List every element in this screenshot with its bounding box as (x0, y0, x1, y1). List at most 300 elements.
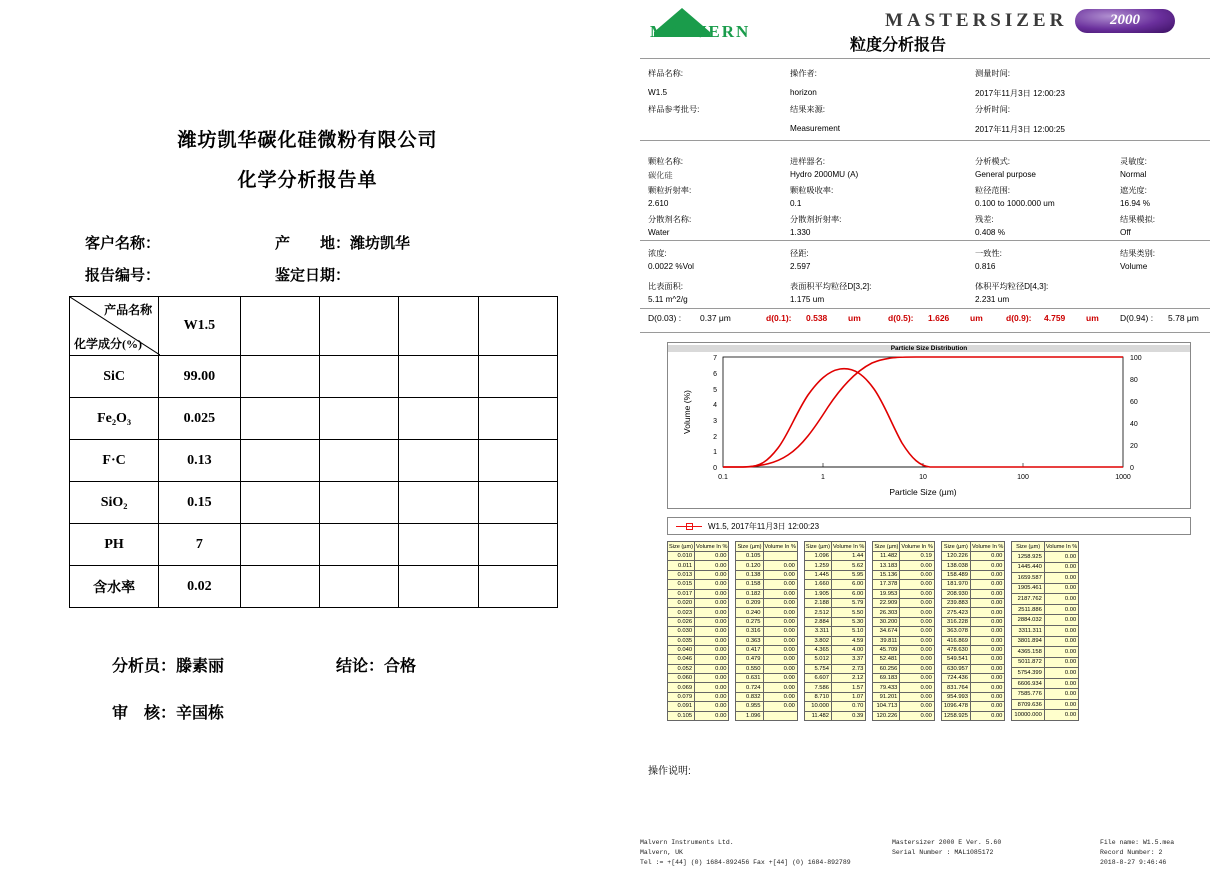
table-row (1012, 699, 1079, 710)
auditor-signature: 审 核：辛国栋 (112, 705, 225, 722)
table-cell: 0.550 (736, 664, 763, 673)
table-cell: 1.259 (804, 561, 831, 570)
table-row (804, 664, 865, 673)
footer-instrument (892, 838, 1001, 858)
table-cell: 0.00 (900, 589, 934, 598)
table-cell: 0.013 (668, 570, 695, 579)
table-row (1012, 668, 1079, 679)
table-cell: 158.489 (941, 570, 970, 579)
table-cell: 2.12 (831, 674, 865, 683)
table-row (736, 580, 797, 589)
empty-cell (399, 398, 478, 440)
data-table-1 (667, 541, 729, 721)
value-span: 2.597 (790, 262, 811, 271)
composition-label: 化学成分(%) (74, 337, 142, 351)
data-table-5 (941, 541, 1006, 721)
svg-text:100: 100 (1130, 355, 1142, 362)
table-row (804, 570, 865, 579)
svg-text:0: 0 (713, 465, 717, 472)
table-cell: 0.091 (668, 702, 695, 711)
table-cell: 0.832 (736, 692, 763, 701)
table-cell: 0.39 (831, 711, 865, 720)
table-cell: 2187.762 (1012, 594, 1044, 605)
table-cell: 6.00 (831, 589, 865, 598)
table-cell: 13.183 (873, 561, 900, 570)
col-volume: Volume In % (972, 543, 1004, 550)
table-cell: 1.096 (736, 711, 763, 720)
table-cell: 2884.032 (1012, 615, 1044, 626)
table-cell: 1096.478 (941, 702, 970, 711)
report-title-cn: 粒度分析报告 (850, 37, 947, 54)
value-sensitivity: Normal (1120, 170, 1147, 179)
table-row (736, 552, 797, 561)
table-cell: 3.37 (831, 655, 865, 664)
company-name: 潍坊凯华碳化硅微粉有限公司 (177, 130, 438, 151)
table-cell: 0.035 (668, 636, 695, 645)
svg-text:Volume (%): Volume (%) (682, 390, 692, 434)
table-cell: 239.883 (941, 598, 970, 607)
table-cell: 0.023 (668, 608, 695, 617)
table-cell: 0.182 (736, 589, 763, 598)
table-cell: 0.00 (900, 702, 934, 711)
svg-text:MALVERN: MALVERN (650, 22, 751, 40)
table-row (873, 664, 934, 673)
table-row (873, 608, 934, 617)
particle-size-distribution-chart (667, 342, 1191, 509)
table-cell: 0.00 (1044, 573, 1078, 584)
table-cell: 4.59 (831, 636, 865, 645)
table-cell: 0.158 (736, 580, 763, 589)
table-cell: 0.00 (763, 589, 797, 598)
mastersizer-report (620, 0, 1230, 870)
table-cell: 5.79 (831, 598, 865, 607)
table-row (873, 598, 934, 607)
d10-label: d(0.1): (766, 313, 792, 323)
d50-label: d(0.5): (888, 313, 914, 323)
table-row (736, 645, 797, 654)
table-cell: 138.038 (941, 561, 970, 570)
table-cell: 0.00 (695, 598, 729, 607)
table-cell: 0.00 (971, 617, 1005, 626)
divider (640, 240, 1210, 241)
customer-name-label: 客户名称： (85, 236, 161, 252)
table-cell: 0.00 (763, 598, 797, 607)
table-row (1012, 552, 1079, 563)
label-particle-ri: 颗粒折射率: (648, 186, 692, 195)
table-row (668, 561, 729, 570)
table-cell: 0.00 (695, 627, 729, 636)
table-row (668, 692, 729, 701)
label-obscuration: 遮光度: (1120, 186, 1147, 195)
table-row (1012, 615, 1079, 626)
d094-label: D(0.94) : (1120, 313, 1154, 323)
table-row (941, 627, 1005, 636)
svg-text:5: 5 (713, 387, 717, 394)
mastersizer-wordmark: MASTERSIZER (885, 10, 1068, 31)
table-row (736, 664, 797, 673)
chart-canvas (668, 343, 1188, 506)
table-row (804, 702, 865, 711)
report-number-label: 报告编号： (85, 268, 161, 284)
table-cell: 5.95 (831, 570, 865, 579)
table-cell: 0.275 (736, 617, 763, 626)
row-value: 0.025 (159, 398, 240, 440)
value-size-range: 0.100 to 1000.000 um (975, 199, 1055, 208)
table-cell: 3.802 (804, 636, 831, 645)
label-particle-absorption: 颗粒吸收率: (790, 186, 834, 195)
table-cell: 0.00 (695, 664, 729, 673)
empty-cell (478, 566, 557, 608)
value-particle-absorption: 0.1 (790, 199, 802, 208)
table-row (873, 561, 934, 570)
row-label: Fe₂O₃ (70, 398, 159, 440)
table-cell: 0.00 (900, 664, 934, 673)
value-obscuration: 16.94 % (1120, 199, 1151, 208)
table-row (668, 711, 729, 720)
table-cell: 0.040 (668, 645, 695, 654)
col-volume: Volume In % (764, 543, 796, 550)
table-cell: 316.228 (941, 617, 970, 626)
table-cell: 0.00 (971, 570, 1005, 579)
footer-line: 2018-8-27 9:46:46 (1100, 858, 1167, 866)
empty-cell (240, 297, 319, 356)
table-cell: 45.709 (873, 645, 900, 654)
table-row (873, 570, 934, 579)
col-size: Size (µm) (874, 543, 899, 550)
table-row (1012, 625, 1079, 636)
chart-legend (667, 517, 1191, 535)
table-row (70, 440, 558, 482)
table-row (668, 655, 729, 664)
row-label: 含水率 (70, 566, 159, 608)
table-row (941, 664, 1005, 673)
table-cell: 15.136 (873, 570, 900, 579)
svg-text:7: 7 (713, 355, 717, 362)
malvern-logo (648, 6, 778, 38)
table-cell: 0.00 (1044, 562, 1078, 573)
table-cell: 0.00 (695, 683, 729, 692)
table-cell: 1.905 (804, 589, 831, 598)
table-cell: 91.201 (873, 692, 900, 701)
table-cell: 0.70 (831, 702, 865, 711)
svg-text:1: 1 (821, 474, 825, 481)
row-value: 0.02 (159, 566, 240, 608)
d90-label: d(0.9): (1006, 313, 1032, 323)
value-result-emulation: Off (1120, 228, 1131, 237)
table-row (941, 617, 1005, 626)
table-cell: 0.00 (1044, 689, 1078, 700)
table-cell: 0.00 (763, 580, 797, 589)
table-cell: 0.00 (971, 561, 1005, 570)
footer-line: Malvern Instruments Ltd. (640, 839, 734, 846)
value-particle-ri: 2.610 (648, 199, 669, 208)
table-cell: 0.069 (668, 683, 695, 692)
svg-text:20: 20 (1130, 443, 1138, 450)
operation-note-label: 操作说明: (648, 766, 691, 777)
data-table-3 (804, 541, 866, 721)
table-cell: 0.00 (695, 580, 729, 589)
table-cell: 8.710 (804, 692, 831, 701)
table-cell: 0.00 (695, 589, 729, 598)
table-cell: 0.00 (900, 683, 934, 692)
table-cell: 0.00 (1044, 636, 1078, 647)
label-analysis-time: 分析时间: (975, 105, 1011, 114)
table-row (668, 627, 729, 636)
table-cell: 0.00 (695, 570, 729, 579)
table-cell: 5.50 (831, 608, 865, 617)
diagonal-header-cell (70, 297, 159, 356)
empty-cell (319, 297, 398, 356)
table-cell: 0.00 (695, 636, 729, 645)
table-row (736, 608, 797, 617)
label-result-type: 结果类别: (1120, 249, 1156, 258)
empty-cell (240, 482, 319, 524)
table-cell: 0.060 (668, 674, 695, 683)
empty-cell (399, 356, 478, 398)
table-cell: 2.188 (804, 598, 831, 607)
value-analysis-mode: General purpose (975, 170, 1036, 179)
table-cell: 1258.925 (941, 711, 970, 720)
row-label: SiO₂ (70, 482, 159, 524)
table-row (941, 711, 1005, 720)
table-row (941, 570, 1005, 579)
table-cell: 30.200 (873, 617, 900, 626)
table-row (873, 636, 934, 645)
empty-cell (399, 482, 478, 524)
table-cell: 5.62 (831, 561, 865, 570)
footer-line: File name: W1.5.mea (1100, 839, 1175, 846)
data-table-6 (1011, 541, 1079, 721)
empty-cell (319, 440, 398, 482)
table-cell: 0.316 (736, 627, 763, 636)
table-cell: 120.226 (873, 711, 900, 720)
svg-text:0.1: 0.1 (718, 474, 728, 481)
label-result-source: 结果来源: (790, 105, 826, 114)
table-cell: 17.378 (873, 580, 900, 589)
table-cell: 4365.158 (1012, 647, 1044, 658)
table-row (873, 683, 934, 692)
value-d43: 2.231 um (975, 295, 1010, 304)
table-cell: 7.586 (804, 683, 831, 692)
table-cell: 0.00 (695, 645, 729, 654)
table-row (668, 598, 729, 607)
table-cell: 34.674 (873, 627, 900, 636)
version-label: 2000 (1110, 12, 1140, 28)
svg-text:100: 100 (1017, 474, 1029, 481)
row-value: 0.13 (159, 440, 240, 482)
table-cell: 0.00 (1044, 552, 1078, 563)
table-cell: 0.00 (695, 552, 729, 561)
table-row (668, 645, 729, 654)
table-row (804, 674, 865, 683)
table-cell: 0.00 (763, 570, 797, 579)
footer-line: Malvern, UK (640, 848, 683, 856)
table-row (736, 692, 797, 701)
table-row (804, 617, 865, 626)
label-measure-time: 测量时间: (975, 69, 1011, 78)
table-row (668, 608, 729, 617)
table-cell: 1445.440 (1012, 562, 1044, 573)
table-row (668, 674, 729, 683)
svg-text:40: 40 (1130, 421, 1138, 428)
document-title: 化学分析报告单 (237, 170, 378, 191)
table-cell: 0.00 (763, 561, 797, 570)
table-cell: 1258.925 (1012, 552, 1044, 563)
table-row (1012, 562, 1079, 573)
value-uniformity: 0.816 (975, 262, 996, 271)
table-row (873, 580, 934, 589)
table-cell: 2511.886 (1012, 604, 1044, 615)
table-row (941, 580, 1005, 589)
table-row (804, 636, 865, 645)
table-cell: 8709.636 (1012, 699, 1044, 710)
empty-cell (319, 356, 398, 398)
table-cell: 6606.934 (1012, 678, 1044, 689)
table-row (668, 636, 729, 645)
table-row (668, 664, 729, 673)
table-cell: 724.436 (941, 674, 970, 683)
table-row (804, 608, 865, 617)
table-row (804, 655, 865, 664)
label-result-emulation: 结果模拟: (1120, 215, 1156, 224)
product-name-value: W1.5 (159, 297, 240, 356)
table-cell: 52.481 (873, 655, 900, 664)
legend-marker-icon (686, 523, 693, 530)
table-row (873, 627, 934, 636)
table-row (1012, 657, 1079, 668)
table-row (804, 589, 865, 598)
footer-line: Record Number: 2 (1100, 848, 1163, 856)
table-cell: 11.482 (873, 552, 900, 561)
svg-text:3: 3 (713, 418, 717, 425)
table-row (941, 598, 1005, 607)
data-table-4 (872, 541, 934, 721)
svg-text:2: 2 (713, 434, 717, 441)
table-cell: 0.00 (763, 664, 797, 673)
svg-text:1: 1 (713, 449, 717, 456)
empty-cell (319, 482, 398, 524)
table-cell: 0.00 (1044, 583, 1078, 594)
table-row (736, 570, 797, 579)
table-cell: 0.00 (1044, 657, 1078, 668)
table-cell: 0.479 (736, 655, 763, 664)
table-row (668, 552, 729, 561)
table-cell: 10.000 (804, 702, 831, 711)
table-cell: 0.00 (900, 674, 934, 683)
table-cell: 0.631 (736, 674, 763, 683)
table-cell: 0.020 (668, 598, 695, 607)
row-value: 0.15 (159, 482, 240, 524)
table-cell: 0.00 (1044, 625, 1078, 636)
table-cell: 0.105 (668, 711, 695, 720)
table-cell: 0.00 (971, 627, 1005, 636)
table-row (736, 627, 797, 636)
table-cell: 0.00 (971, 711, 1005, 720)
table-cell: 0.00 (695, 561, 729, 570)
table-cell: 22.909 (873, 598, 900, 607)
table-row (873, 552, 934, 561)
table-cell: 0.00 (1044, 710, 1078, 721)
divider (640, 332, 1210, 333)
table-cell: 0.00 (900, 608, 934, 617)
table-cell: 6.607 (804, 674, 831, 683)
customer-info-box (70, 210, 557, 297)
table-cell: 0.00 (900, 580, 934, 589)
svg-text:80: 80 (1130, 377, 1138, 384)
composition-table (69, 296, 558, 608)
table-cell: 0.00 (763, 683, 797, 692)
empty-cell (240, 356, 319, 398)
table-cell: 0.00 (900, 617, 934, 626)
footer-line: Mastersizer 2000 E Ver. 5.60 (892, 839, 1002, 846)
empty-cell (478, 398, 557, 440)
table-row (668, 580, 729, 589)
value-operator: horizon (790, 88, 817, 97)
table-cell: 0.00 (1044, 604, 1078, 615)
table-cell: 0.00 (971, 683, 1005, 692)
table-row (1012, 678, 1079, 689)
table-cell: 0.052 (668, 664, 695, 673)
table-cell: 630.957 (941, 664, 970, 673)
table-row (941, 655, 1005, 664)
divider (640, 58, 1210, 59)
table-cell: 1.07 (831, 692, 865, 701)
empty-cell (399, 566, 478, 608)
table-cell: 0.00 (1044, 699, 1078, 710)
table-row (736, 674, 797, 683)
table-cell: 0.00 (971, 664, 1005, 673)
table-cell: 0.00 (763, 627, 797, 636)
row-label: PH (70, 524, 159, 566)
table-cell: 0.046 (668, 655, 695, 664)
table-row (804, 645, 865, 654)
table-row (804, 598, 865, 607)
table-cell: 120.226 (941, 552, 970, 561)
table-cell: 181.970 (941, 580, 970, 589)
table-row (668, 570, 729, 579)
table-row (736, 589, 797, 598)
table-cell: 2.73 (831, 664, 865, 673)
empty-cell (478, 524, 557, 566)
svg-text:0: 0 (1130, 465, 1134, 472)
table-cell: 0.240 (736, 608, 763, 617)
table-cell: 0.00 (900, 692, 934, 701)
table-cell: 0.00 (763, 608, 797, 617)
table-row (804, 552, 865, 561)
empty-cell (319, 566, 398, 608)
table-cell: 0.00 (971, 580, 1005, 589)
table-cell: 0.00 (900, 561, 934, 570)
table-row (941, 552, 1005, 561)
table-row (736, 702, 797, 711)
label-sample-ref: 样品参考批号: (648, 105, 700, 114)
table-cell: 104.713 (873, 702, 900, 711)
product-name-label: 产品名称 (104, 303, 153, 317)
table-cell: 11.482 (804, 711, 831, 720)
empty-cell (478, 440, 557, 482)
table-row (736, 598, 797, 607)
table-row (1012, 594, 1079, 605)
label-uniformity: 一致性: (975, 249, 1002, 258)
table-cell: 1659.587 (1012, 573, 1044, 584)
table-row (736, 617, 797, 626)
table-cell: 0.00 (971, 598, 1005, 607)
table-cell: 549.541 (941, 655, 970, 664)
table-cell: 2.884 (804, 617, 831, 626)
table-cell: 0.00 (900, 627, 934, 636)
table-row (804, 683, 865, 692)
d003-label: D(0.03) : (648, 313, 682, 323)
